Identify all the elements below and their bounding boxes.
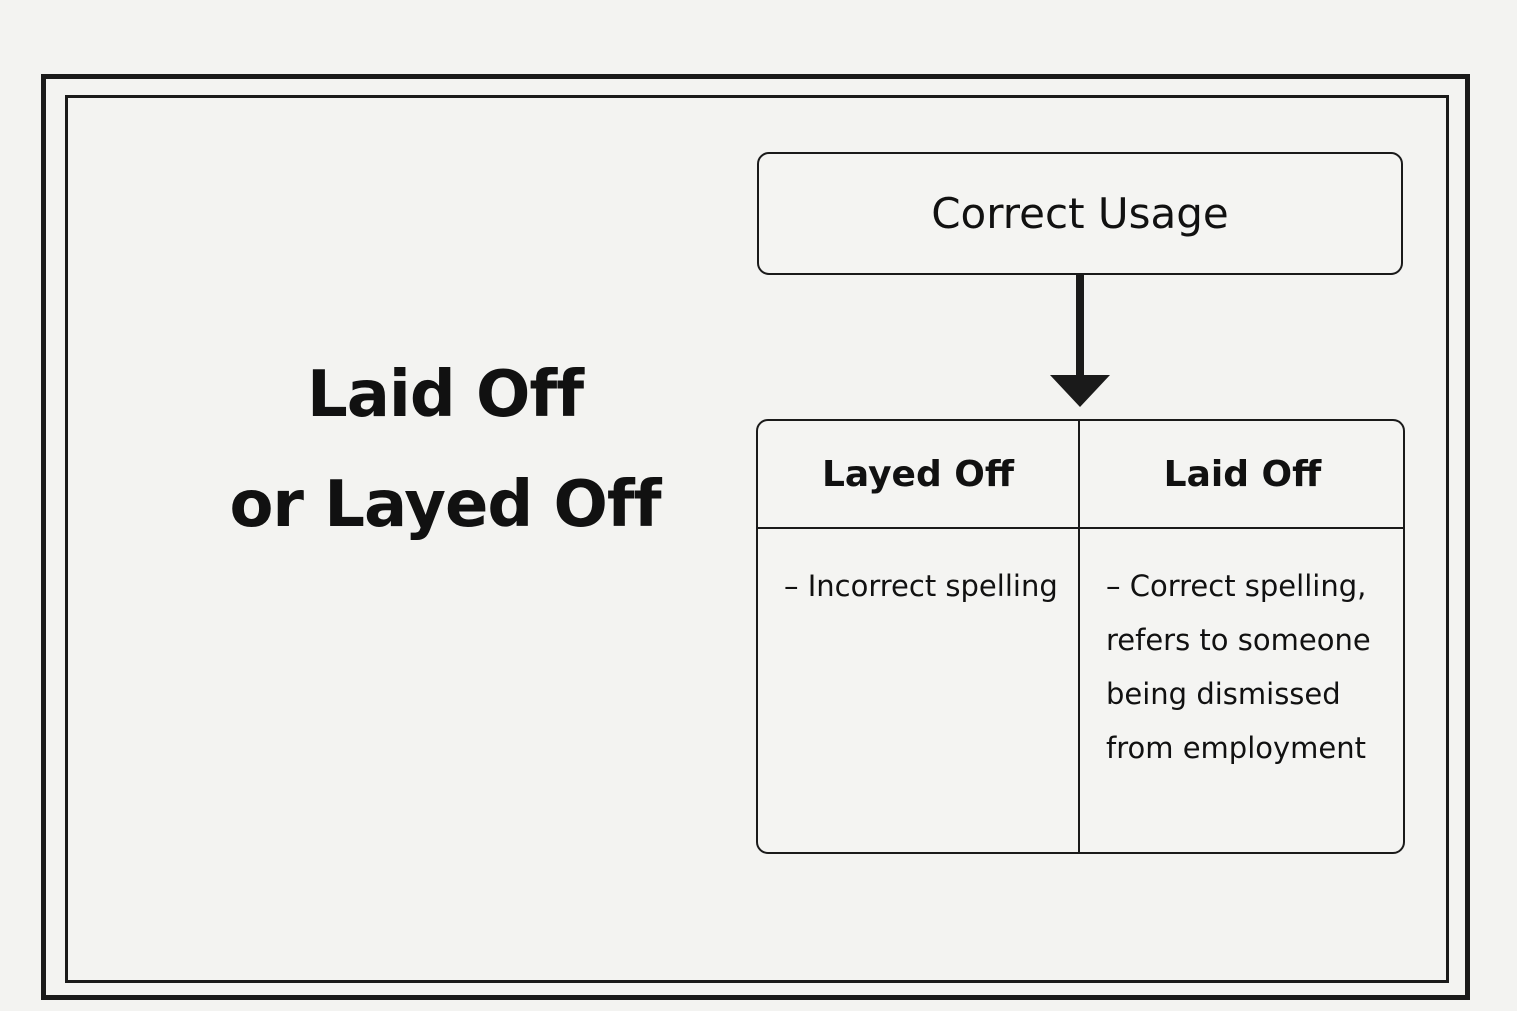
column-header-incorrect	[758, 421, 1078, 527]
column-header-incorrect-label: Layed Off	[821, 453, 1015, 495]
arrow-down-icon	[1050, 275, 1110, 407]
cell-correct-description: – Correct spelling, refers to someone being dismissed from employment	[1106, 569, 1371, 765]
header-divider	[758, 527, 1403, 529]
main-title-line-2: or Layed Off	[229, 468, 661, 542]
main-title	[150, 340, 740, 560]
arrow-head	[1050, 375, 1110, 407]
cell-incorrect-description: – Incorrect spelling	[784, 569, 1058, 603]
column-header-correct-label: Laid Off	[1163, 453, 1322, 495]
correct-usage-box	[757, 152, 1403, 275]
main-title-line-1: Laid Off	[306, 358, 584, 432]
column-header-correct	[1080, 421, 1405, 527]
comparison-table	[756, 419, 1405, 854]
arrow-shaft	[1076, 275, 1084, 379]
correct-usage-label: Correct Usage	[931, 189, 1229, 238]
